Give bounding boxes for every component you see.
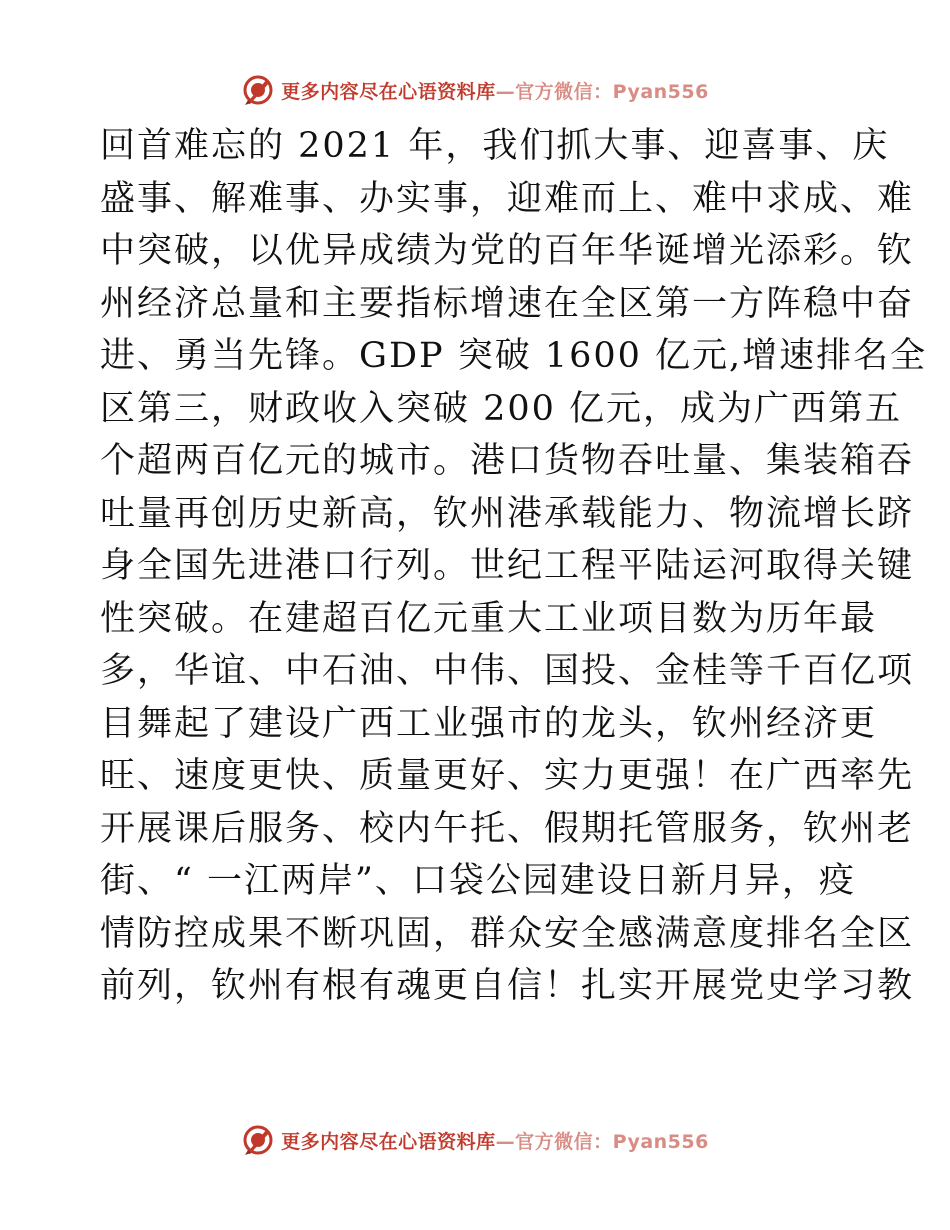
document-body [100, 120, 928, 1013]
banner-text [281, 1127, 709, 1154]
body-line: 旺、速度更快、质量更好、实力更强！在广西率先 [100, 756, 915, 796]
banner-main-text: 更多内容尽在心语资料库 [281, 80, 496, 103]
body-line: 盛事、解难事、办实事，迎难而上、难中求成、难 [100, 178, 915, 219]
body-line: 吐量再创历史新高，钦州港承载能力、物流增长跻 [100, 493, 915, 534]
banner-wechat-text: —官方微信：Pyan556 [495, 80, 709, 103]
body-line: 目舞起了建设广西工业强市的龙头，钦州经济更 [100, 703, 878, 744]
body-line: 回首难忘的 2021 年，我们抓大事、迎喜事、庆 [100, 126, 890, 166]
body-line: 身全国先进港口行列。世纪工程平陆运河取得关键 [100, 546, 915, 586]
body-line: 多，华谊、中石油、中伟、国投、金桂等千百亿项 [100, 651, 915, 691]
body-line: 前列，钦州有根有魂更自信！扎实开展党史学习教 [100, 966, 915, 1006]
footer-banner [0, 1120, 950, 1160]
body-line: 区第三，财政收入突破 200 亿元，成为广西第五 [100, 388, 903, 429]
banner-text [281, 77, 709, 104]
body-line: 中突破，以优异成绩为党的百年华诞增光添彩。钦 [100, 231, 915, 271]
pen-circle-logo-icon [241, 73, 275, 107]
banner-main-text: 更多内容尽在心语资料库 [281, 1130, 496, 1153]
header-banner [0, 70, 950, 110]
body-line: 街、“ 一江两岸”、口袋公园建设日新月异，疫 [100, 861, 856, 901]
body-line: 进、勇当先锋。GDP 突破 1600 亿元,增速排名全 [100, 336, 928, 376]
pen-circle-logo-icon [241, 1123, 275, 1157]
body-line: 性突破。在建超百亿元重大工业项目数为历年最 [100, 598, 878, 639]
body-line: 开展课后服务、校内午托、假期托管服务，钦州老 [100, 808, 915, 849]
body-line: 情防控成果不断巩固，群众安全感满意度排名全区 [100, 913, 915, 954]
body-line: 州经济总量和主要指标增速在全区第一方阵稳中奋 [100, 283, 915, 324]
body-line: 个超两百亿元的城市。港口货物吞吐量、集装箱吞 [100, 441, 915, 481]
banner-wechat-text: —官方微信：Pyan556 [495, 1130, 709, 1153]
